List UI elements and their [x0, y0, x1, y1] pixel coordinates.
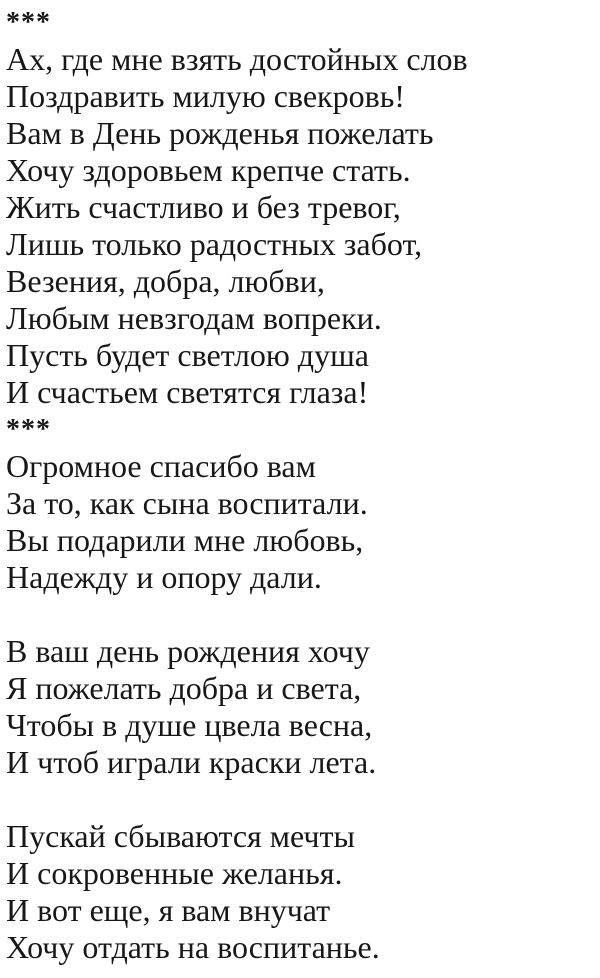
poem-line: И счастьем светятся глаза! [6, 374, 369, 410]
poem-line: Вы подарили мне любовь, [6, 522, 364, 558]
poem-line: И сокровенные желанья. [6, 855, 343, 891]
poem-line: За то, как сына воспитали. [6, 485, 368, 521]
poem-line: Пускай сбываются мечты [6, 818, 355, 854]
poem-2-stanza-3 [6, 818, 600, 966]
poem-line: Пусть будет светлою душа [6, 337, 369, 373]
blank-line [6, 596, 600, 633]
poem-line: Я пожелать добра и света, [6, 670, 362, 706]
poem-line: Надежду и опору дали. [6, 559, 322, 595]
poem-line: Хочу здоровьем крепче стать. [6, 152, 411, 188]
blank-line [6, 781, 600, 818]
poem-line: Любым невзгодам вопреки. [6, 300, 382, 336]
poem-line: Лишь только радостных забот, [6, 226, 423, 262]
poem-1 [6, 41, 600, 411]
section-marker: *** [6, 414, 51, 445]
poem-2-stanza-1 [6, 448, 600, 596]
poem-line: Вам в День рожденья пожелать [6, 115, 434, 151]
poem-line: Хочу отдать на воспитанье. [6, 929, 380, 965]
poem-line: И чтоб играли краски лета. [6, 744, 377, 780]
poem-line: Ах, где мне взять достойных слов [6, 41, 468, 77]
poem-line: В ваш день рождения хочу [6, 633, 370, 669]
poem-2-stanza-2 [6, 633, 600, 781]
poem-line: Поздравить милую свекровь! [6, 78, 405, 114]
poem-line: Чтобы в душе цвела весна, [6, 707, 373, 743]
poem-line: И вот еще, я вам внучат [6, 892, 331, 928]
section-marker: *** [6, 7, 51, 38]
poem-line: Жить счастливо и без тревог, [6, 189, 401, 225]
poem-line: Огромное спасибо вам [6, 448, 316, 484]
poem-line: Везения, добра, любви, [6, 263, 325, 299]
